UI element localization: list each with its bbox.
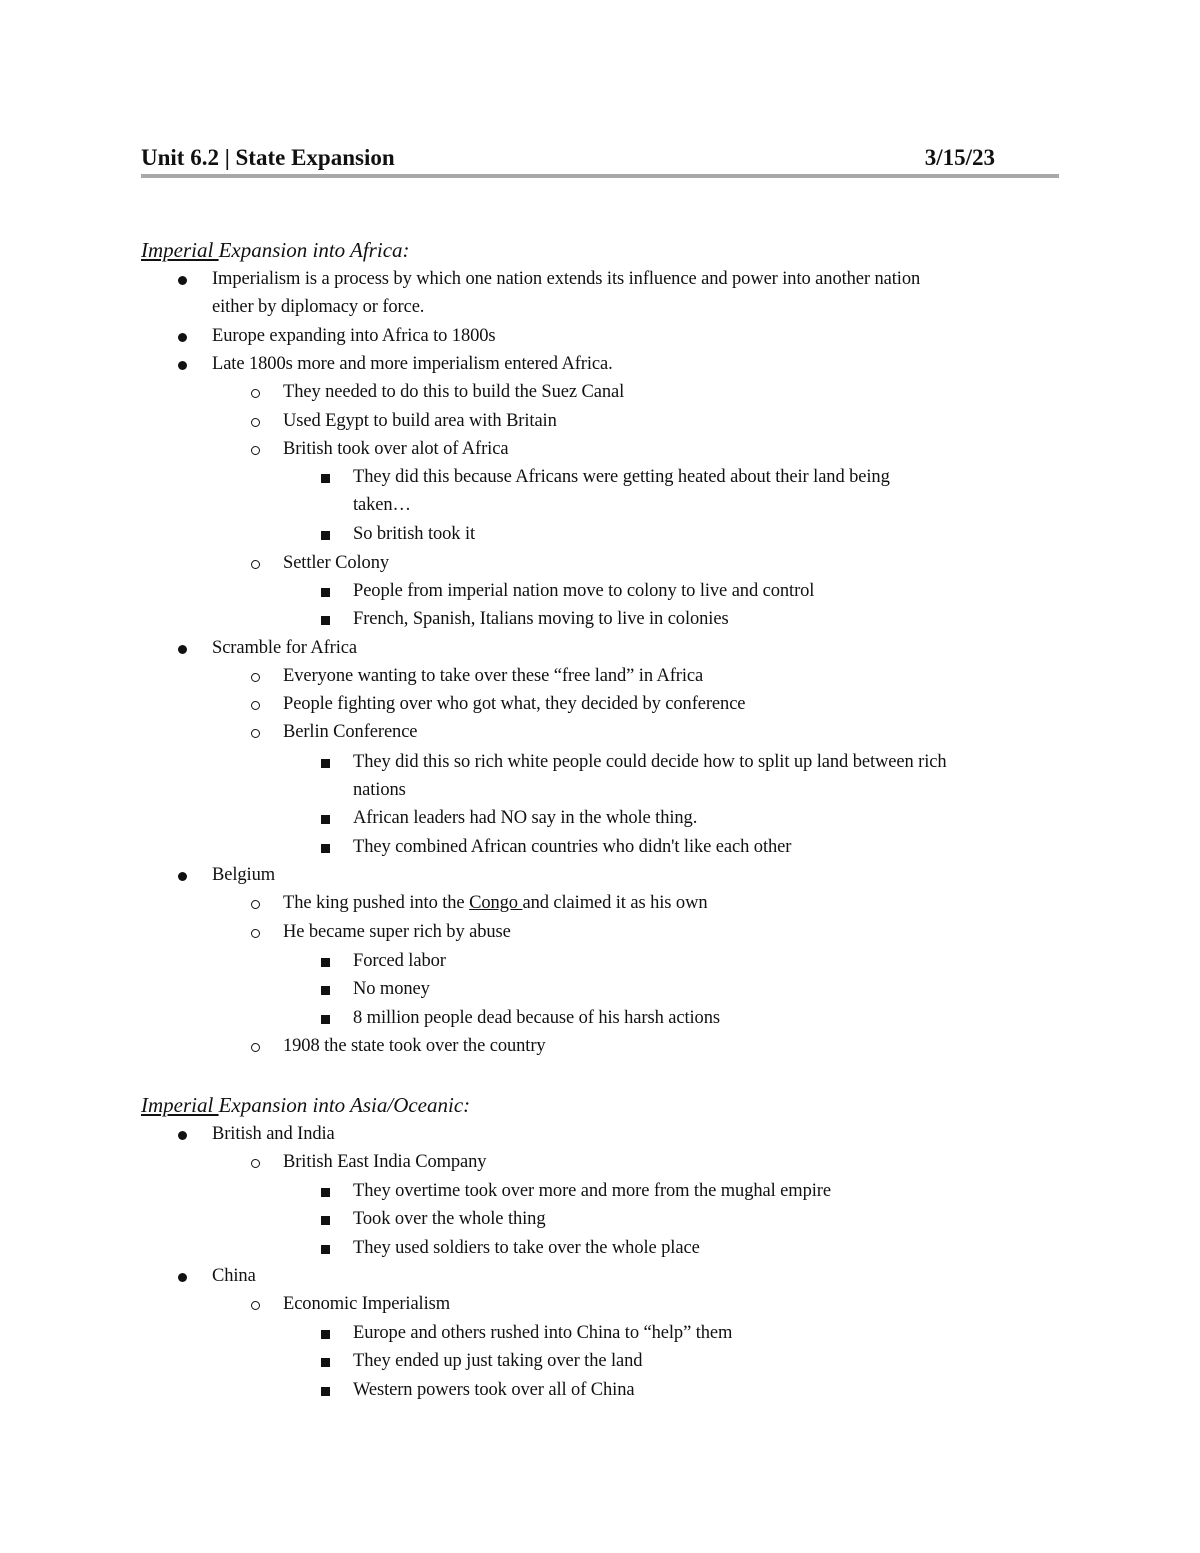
section-heading-africa (141, 235, 410, 265)
list-item-text (283, 889, 707, 917)
bullet-square-icon (315, 833, 335, 861)
list-item-text: 8 million people dead because of his harsh actions (353, 1008, 720, 1028)
bullet-dot-icon (172, 265, 192, 293)
bullet-circle-icon (245, 690, 265, 718)
bullet-circle-icon (245, 1148, 265, 1176)
bullet-circle-icon (245, 918, 265, 946)
bullet-square-icon (315, 1177, 335, 1205)
document-date: 3/15/23 (924, 145, 995, 170)
bullet-dot-icon (172, 350, 192, 378)
list-item-text: taken… (353, 495, 411, 515)
list-item-text: They overtime took over more and more from the mughal empire (353, 1181, 831, 1201)
bullet-square-icon (315, 1205, 335, 1233)
list-item-text: No money (353, 979, 430, 999)
heading-rest: Expansion into Asia/Oceanic: (218, 1093, 471, 1117)
list-item-text: Europe and others rushed into China to “help” them (353, 1323, 733, 1343)
bullet-square-icon (315, 975, 335, 1003)
list-item-text: They used soldiers to take over the whole place (353, 1238, 700, 1258)
bullet-dot-icon (172, 861, 192, 889)
bullet-circle-icon (245, 889, 265, 917)
list-item-text: Took over the whole thing (353, 1209, 546, 1229)
bullet-square-icon (315, 463, 335, 491)
heading-rest: Expansion into Africa: (218, 238, 410, 262)
bullet-circle-icon (245, 1032, 265, 1060)
bullet-circle-icon (245, 407, 265, 435)
bullet-circle-icon (245, 718, 265, 746)
bullet-circle-icon (245, 549, 265, 577)
list-item-text: He became super rich by abuse (283, 922, 511, 942)
congo-underlined: Congo (469, 893, 523, 913)
list-item-text: They did this because Africans were getting heated about their land being (353, 467, 890, 487)
list-item-text: Imperialism is a process by which one nation extends its influence and power into another nation (212, 269, 921, 289)
document-title: Unit 6.2 | State Expansion (141, 145, 395, 170)
bullet-square-icon (315, 1347, 335, 1375)
document-header (141, 140, 1059, 176)
list-item-text: People from imperial nation move to colony to live and control (353, 581, 815, 601)
list-item-text: 1908 the state took over the country (283, 1036, 546, 1056)
list-item-text: Berlin Conference (283, 722, 418, 742)
bullet-square-icon (315, 520, 335, 548)
bullet-circle-icon (245, 435, 265, 463)
bullet-square-icon (315, 605, 335, 633)
list-item-text: They needed to do this to build the Suez Canal (283, 382, 625, 402)
bullet-square-icon (315, 804, 335, 832)
section-heading-asia (141, 1090, 470, 1120)
heading-underlined-word: Imperial (141, 238, 219, 262)
bullet-dot-icon (172, 1262, 192, 1290)
list-item-text: Economic Imperialism (283, 1294, 451, 1314)
list-item-text: Belgium (212, 865, 276, 885)
list-item-text: Europe expanding into Africa to 1800s (212, 326, 496, 346)
list-item-text: Late 1800s more and more imperialism entered Africa. (212, 354, 613, 374)
list-item-text: China (212, 1266, 256, 1286)
bullet-circle-icon (245, 378, 265, 406)
bullet-dot-icon (172, 322, 192, 350)
text-run: and claimed it as his own (522, 893, 708, 913)
bullet-square-icon (315, 577, 335, 605)
bullet-square-icon (315, 1234, 335, 1262)
list-item-text: Everyone wanting to take over these “free land” in Africa (283, 666, 704, 686)
header-divider (141, 174, 1059, 178)
list-item-text: So british took it (353, 524, 476, 544)
bullet-square-icon (315, 1376, 335, 1404)
bullet-dot-icon (172, 1120, 192, 1148)
list-item-text: They ended up just taking over the land (353, 1351, 643, 1371)
list-item-text: either by diplomacy or force. (212, 297, 425, 317)
heading-underlined-word: Imperial (141, 1093, 219, 1117)
bullet-circle-icon (245, 1290, 265, 1318)
list-item-text: Forced labor (353, 951, 446, 971)
text-run: The king pushed into the (283, 893, 470, 913)
list-item-text: Used Egypt to build area with Britain (283, 411, 557, 431)
list-item-text: They combined African countries who didn't like each other (353, 837, 792, 857)
list-item-text: They did this so rich white people could decide how to split up land between rich (353, 752, 947, 772)
bullet-circle-icon (245, 662, 265, 690)
bullet-square-icon (315, 748, 335, 776)
list-item-text: British and India (212, 1124, 335, 1144)
list-item-text: British East India Company (283, 1152, 487, 1172)
bullet-square-icon (315, 947, 335, 975)
list-item-text: nations (353, 780, 406, 800)
bullet-dot-icon (172, 634, 192, 662)
list-item-text: British took over alot of Africa (283, 439, 509, 459)
list-item-text: French, Spanish, Italians moving to live in colonies (353, 609, 729, 629)
bullet-square-icon (315, 1319, 335, 1347)
bullet-square-icon (315, 1004, 335, 1032)
list-item-text: People fighting over who got what, they decided by conference (283, 694, 746, 714)
list-item-text: Western powers took over all of China (353, 1380, 635, 1400)
list-item-text: Settler Colony (283, 553, 389, 573)
list-item-text: Scramble for Africa (212, 638, 358, 658)
list-item-text: African leaders had NO say in the whole thing. (353, 808, 698, 828)
